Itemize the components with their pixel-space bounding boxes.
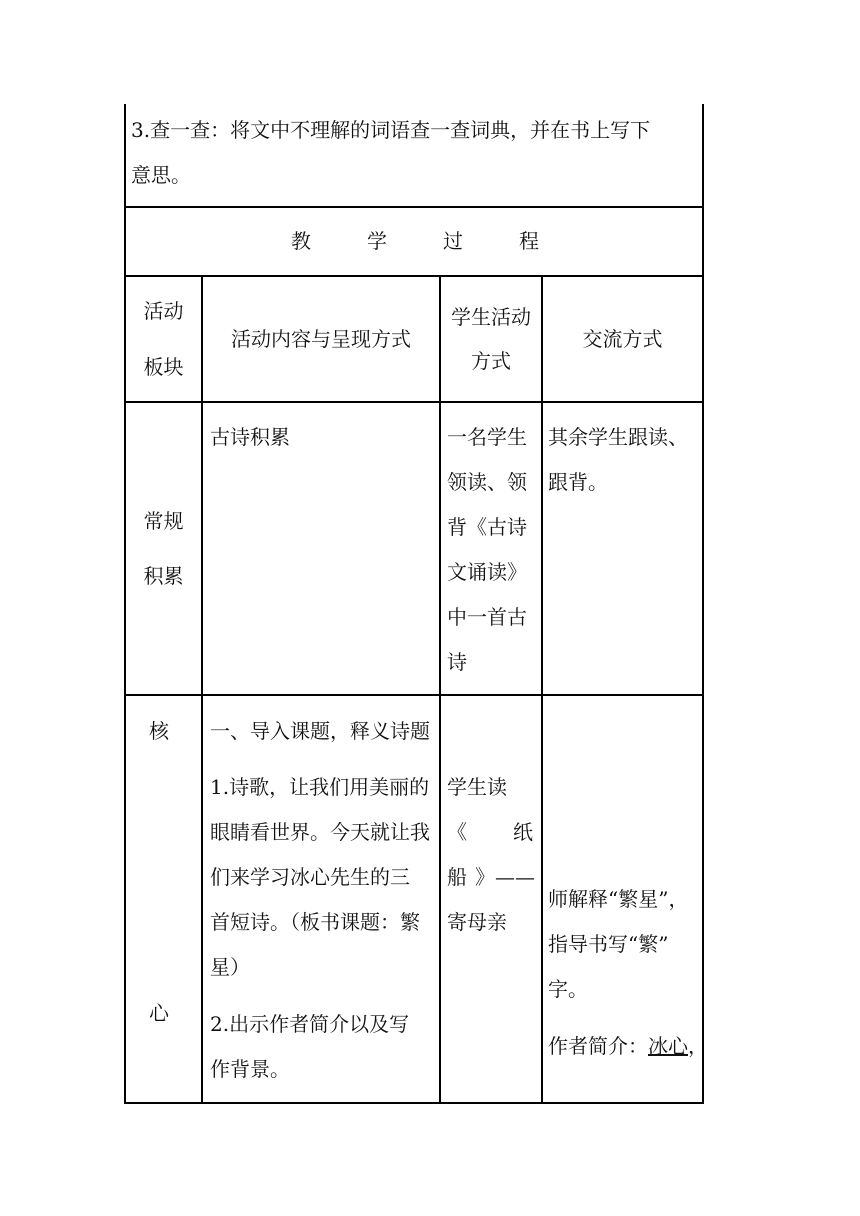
header-student-line-2: 方式 <box>471 349 511 373</box>
row1-student-line-5: 中一首古 <box>447 605 527 629</box>
row2-content-line-5: 首短诗。（板书课题：繁 <box>210 910 420 934</box>
row2-block-bottom: 心 <box>149 1001 169 1025</box>
header-student-line-1: 学生活动 <box>451 305 531 329</box>
row2-content-line-2: 1.诗歌，让我们用美丽的 <box>210 775 430 799</box>
author-link[interactable]: 冰心 <box>648 1034 688 1058</box>
rule-prep-bottom <box>124 206 704 208</box>
row2-student-dash: 》—— <box>475 865 535 889</box>
row2-student-line-4: 寄母亲 <box>447 910 507 934</box>
header-exchange: 交流方式 <box>582 327 663 351</box>
rule-title-bottom <box>124 275 704 277</box>
author-trailing-comma: ， <box>688 1034 708 1058</box>
prep-line-2: 意思。 <box>131 163 191 187</box>
table-right-border <box>702 104 704 1104</box>
row2-student-line-1: 学生读 <box>447 775 507 799</box>
row2-block-top: 核 <box>149 719 169 743</box>
rule-header-bottom <box>124 401 704 403</box>
header-content: 活动内容与呈现方式 <box>231 327 411 351</box>
header-block-line-2: 板块 <box>143 355 184 379</box>
col-divider-3 <box>541 275 543 1103</box>
col-divider-1 <box>201 275 203 1103</box>
process-title-char-3: 过 <box>443 229 463 253</box>
row2-content-line-8: 作背景。 <box>210 1057 290 1081</box>
prep-line-1: 3.查一查：将文中不理解的词语查一查词典，并在书上写下 <box>131 118 651 142</box>
rule-row1-bottom <box>124 694 704 696</box>
row2-exchange-line-2: 指导书写“繁” <box>548 932 669 956</box>
row2-content-line-1: 一、导入课题，释义诗题 <box>210 719 430 743</box>
row2-student-title-char-1: 纸 <box>513 820 533 844</box>
col-divider-2 <box>439 275 441 1103</box>
rule-table-bottom <box>124 1102 704 1104</box>
row2-student-quote-open: 《 <box>447 820 467 844</box>
process-title-char-4: 程 <box>519 229 539 253</box>
row1-student-line-1: 一名学生 <box>447 425 527 449</box>
row1-content: 古诗积累 <box>210 425 290 449</box>
row1-student-line-3: 背《古诗 <box>447 515 527 539</box>
row1-exchange-line-2: 跟背。 <box>548 470 608 494</box>
row1-student-line-2: 领读、领 <box>447 470 527 494</box>
row2-exchange-line-3: 字。 <box>548 977 588 1001</box>
author-intro-label: 作者简介： <box>548 1034 648 1058</box>
row1-student-line-6: 诗 <box>447 650 467 674</box>
table-left-border <box>124 104 126 1104</box>
row2-content-line-6: 星） <box>210 955 250 979</box>
row1-block-line-2: 积累 <box>143 564 184 588</box>
process-title-char-1: 教 <box>291 229 311 253</box>
header-block-line-1: 活动 <box>143 299 184 323</box>
row2-content-line-4: 们来学习冰心先生的三 <box>210 865 410 889</box>
row1-exchange-line-1: 其余学生跟读、 <box>548 425 688 449</box>
process-title-char-2: 学 <box>367 229 387 253</box>
row2-content-line-7: 2.出示作者简介以及写 <box>210 1012 410 1036</box>
row2-content-line-3: 眼睛看世界。今天就让我 <box>210 820 430 844</box>
row1-block-line-1: 常规 <box>143 509 184 533</box>
row2-exchange-line-1: 师解释“繁星”， <box>548 887 689 911</box>
row2-exchange-line-4 <box>548 1024 708 1069</box>
row1-student-line-4: 文诵读》 <box>447 560 527 584</box>
row2-student-title-char-2: 船 <box>447 865 467 889</box>
